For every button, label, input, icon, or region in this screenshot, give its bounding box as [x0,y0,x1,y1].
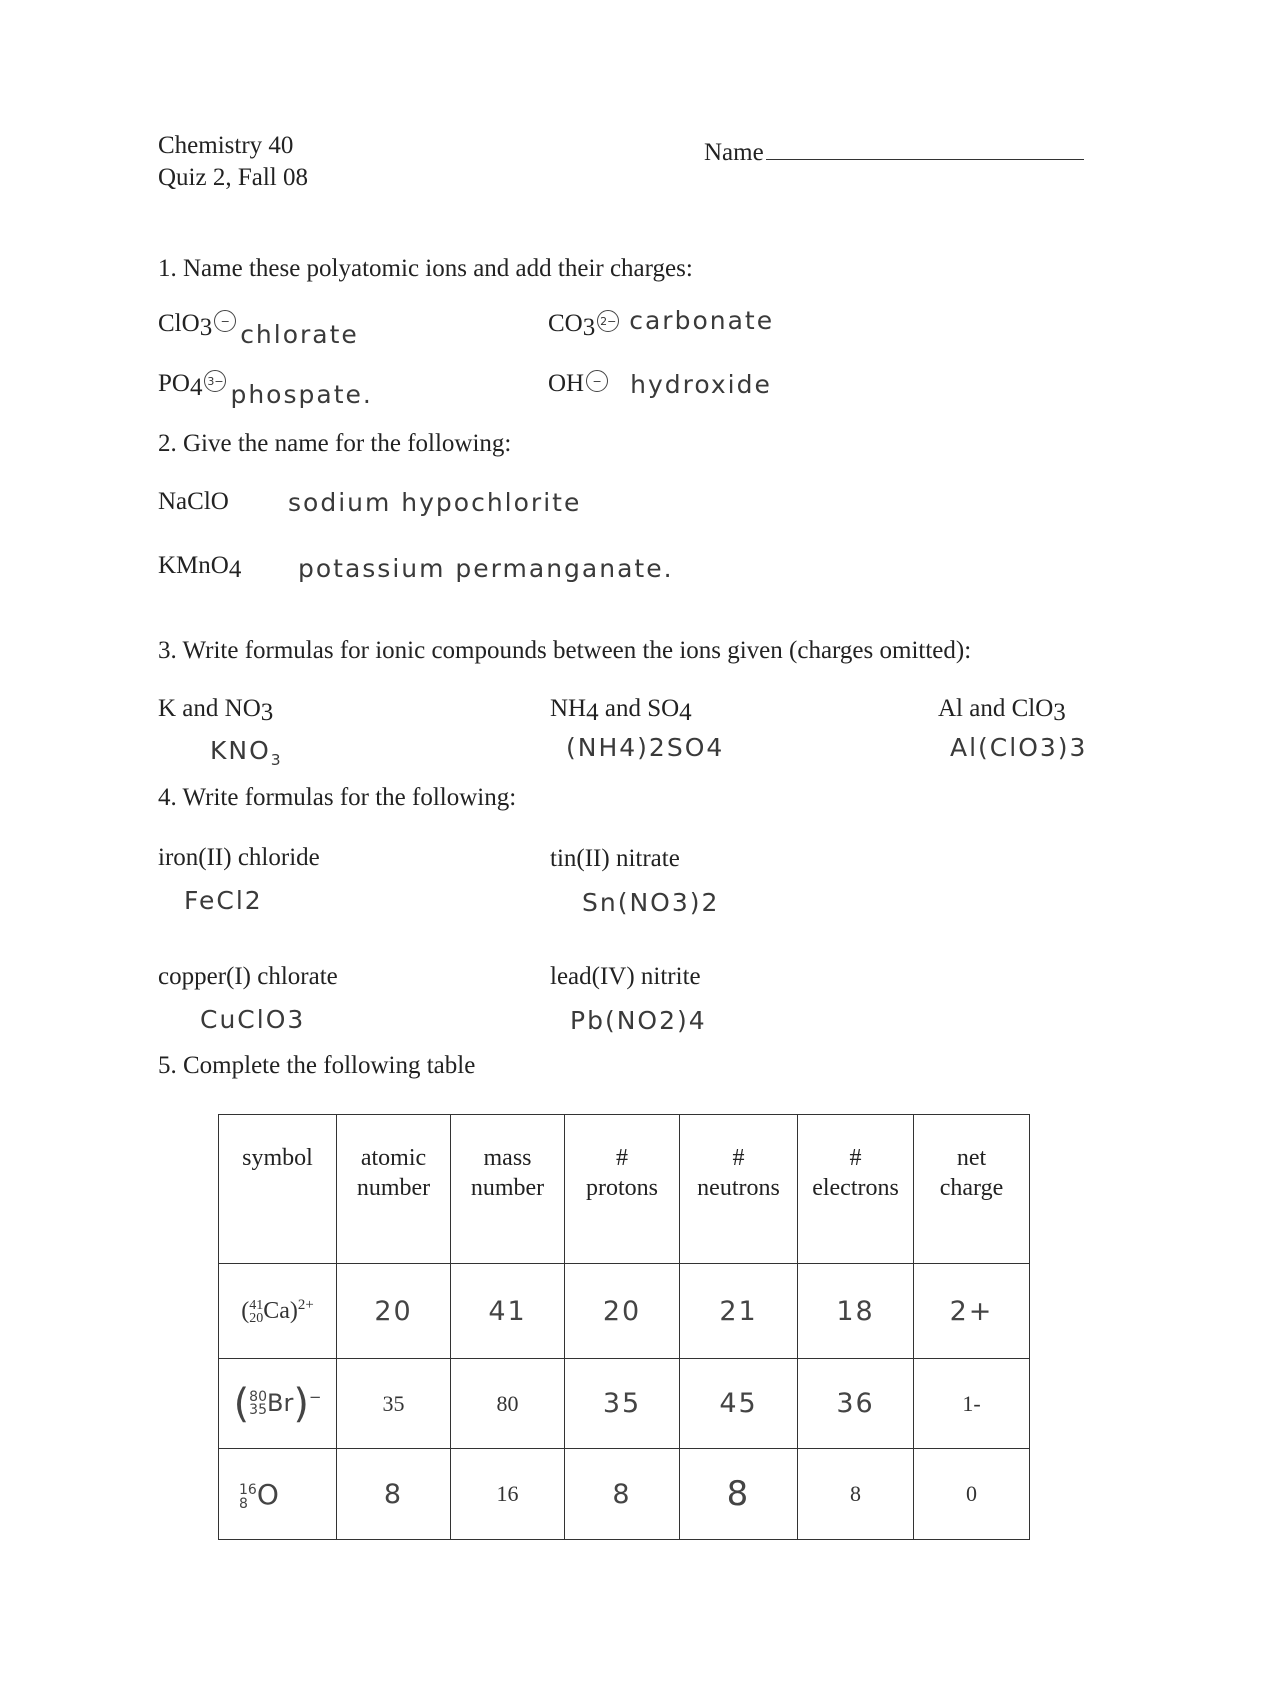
handwritten-answer: CuClO3 [200,1005,306,1034]
charge-circle: − [586,370,608,392]
handwritten-answer: hydroxide [630,370,772,399]
electrons-cell: 18 [798,1264,914,1359]
ion-formula: OH [548,370,585,397]
mass-number-cell: 41 [451,1264,565,1359]
ion-subscript: 4 [679,699,692,727]
handwritten-answer: Al(ClO3)3 [950,733,1088,762]
atomic-number-cell: 35 [337,1359,451,1449]
ion-pair-label: and SO [598,695,680,722]
answer-subscript: 3 [270,751,283,769]
charge-circle: 3− [204,370,226,392]
q4-label: iron(II) chloride [158,844,320,871]
ion-subscript: 3 [1053,699,1066,727]
q1-item [548,368,772,402]
q4-label: lead(IV) nitrite [550,963,701,990]
ion-pair-label: NH [550,695,587,722]
atomic-number-cell: 8 [337,1449,451,1540]
q1-item [158,308,359,349]
q3-item [938,695,1066,727]
ion-subscript: 3 [260,699,274,727]
column-header: symbol [219,1115,337,1264]
name-blank-line [766,135,1084,160]
compound-subscript: 4 [228,556,242,584]
compound-formula: KMnO [158,552,229,579]
mass-number-cell: 80 [451,1359,565,1449]
q3-prompt: 3. Write formulas for ionic compounds between the ions given (charges omitted): [158,637,972,664]
protons-cell: 8 [565,1449,680,1540]
q4-label: copper(I) chlorate [158,963,338,990]
net-charge-cell: 1- [914,1359,1030,1449]
protons-cell: 35 [565,1359,680,1449]
quiz-title: Quiz 2, Fall 08 [158,164,308,191]
q1-prompt: 1. Name these polyatomic ions and add their charges: [158,255,693,282]
symbol-cell: ( 41 20 Ca)$^{2+}$ [219,1264,337,1359]
q3-item [158,695,273,727]
answer-text: KNO [210,736,271,765]
q1-item [548,308,774,342]
table-row [219,1264,1030,1359]
atomic-number-cell: 20 [337,1264,451,1359]
q4-label: tin(II) nitrate [550,845,680,872]
q3-item [550,695,692,727]
nuclide-table [218,1114,1030,1540]
ion-pair-label: Al and ClO [938,695,1054,722]
compound-formula: NaClO [158,488,229,515]
neutrons-cell: 45 [680,1359,798,1449]
handwritten-answer: sodium hypochlorite [288,488,582,517]
ion-subscript: 3 [582,314,596,342]
column-header: # neutrons [680,1115,798,1264]
course-title: Chemistry 40 [158,132,294,159]
ion-subscript: 4 [189,374,203,402]
ion-subscript: 4 [586,699,599,727]
ion-subscript: 3 [199,314,213,342]
ion-formula: PO [158,370,190,397]
column-header: net charge [914,1115,1030,1264]
column-header: atomic number [337,1115,451,1264]
column-header: # electrons [798,1115,914,1264]
charge-circle: 2− [597,310,619,332]
net-charge-cell: 2+ [914,1264,1030,1359]
name-label: Name [704,139,764,166]
name-field [704,135,1084,167]
q2-item [158,488,582,520]
neutrons-cell: 8 [680,1449,798,1540]
handwritten-answer: phospate. [230,380,373,409]
column-header: # protons [565,1115,680,1264]
q4-prompt: 4. Write formulas for the following: [158,784,517,811]
handwritten-answer: potassium permanganate. [298,554,674,583]
charge-circle: − [214,310,236,332]
handwritten-answer: carbonate [629,306,775,335]
symbol-cell: ( 80 35 Br)− [219,1359,337,1449]
handwritten-answer: chlorate [240,320,359,349]
symbol-cell: 16 8 O [219,1449,337,1540]
q1-item [158,368,373,409]
neutrons-cell: 21 [680,1264,798,1359]
ion-formula: ClO [158,310,200,337]
net-charge-cell: 0 [914,1449,1030,1540]
table-row [219,1359,1030,1449]
electrons-cell: 36 [798,1359,914,1449]
handwritten-answer: Sn(NO3)2 [582,888,720,917]
table-row [219,1449,1030,1540]
handwritten-answer: Pb(NO2)4 [570,1006,707,1035]
ion-pair-label: K and NO [158,695,261,722]
ion-formula: CO [548,310,583,337]
q2-prompt: 2. Give the name for the following: [158,430,512,457]
handwritten-answer: (NH4)2SO4 [566,733,725,762]
column-header: mass number [451,1115,565,1264]
handwritten-answer [210,736,283,769]
mass-number-cell: 16 [451,1449,565,1540]
q2-item [158,552,674,584]
handwritten-answer: FeCl2 [184,886,263,915]
protons-cell: 20 [565,1264,680,1359]
table-header-row [219,1115,1030,1264]
electrons-cell: 8 [798,1449,914,1540]
q5-prompt: 5. Complete the following table [158,1052,476,1079]
